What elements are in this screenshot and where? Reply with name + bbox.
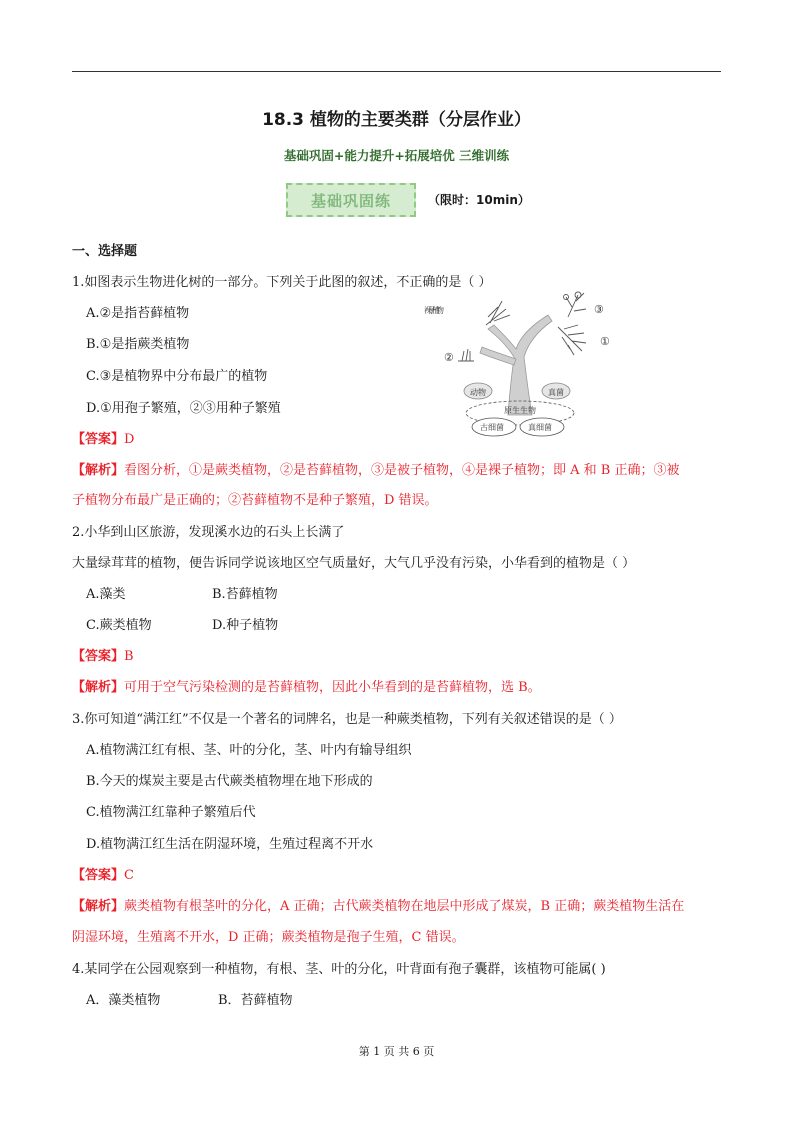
flowering-plant [564, 292, 587, 317]
page-title: 18.3 植物的主要类群（分层作业） [262, 110, 531, 130]
label-gymnosperm: 裸子植物 [424, 306, 444, 315]
label-circle-2: ② [444, 351, 454, 364]
q1-option-c: C.③是植物界中分布最广的植物 [86, 369, 268, 384]
q4-option-b: B．苔藓植物 [218, 993, 293, 1008]
q3-analysis-1: 【解析】蕨类植物有根茎叶的分化，A 正确；古代蕨类植物在地层中形成了煤炭，B 正确；蕨类植物生活在 [72, 899, 685, 914]
section-heading: 一、选择题 [72, 244, 138, 259]
q4-stem: 4.某同学在公园观察到一种植物，有根、茎、叶的分化，叶背面有孢子囊群，该植物可能属( ) [72, 962, 606, 977]
label-protists: 原生生物 [504, 406, 536, 415]
q2-stem-1: 2.小华到山区旅游，发现溪水边的石头上长满了 [72, 525, 345, 540]
q3-analysis-2: 阴湿环境，生殖离不开水，D 正确；蕨类植物是孢子生殖，C 错误。 [72, 930, 465, 945]
tree-trunk [480, 315, 552, 415]
page-subtitle: 基础巩固+能力提升+拓展培优 三维训练 [283, 148, 510, 163]
header-rule [72, 71, 721, 72]
evolution-tree-figure [424, 287, 628, 439]
q1-option-b: B.①是指蕨类植物 [86, 337, 190, 352]
q4-option-a: A．藻类植物 [86, 993, 161, 1008]
q3-answer: 【答案】C [72, 868, 134, 883]
q3-stem: 3.你可知道“满江红”不仅是一个著名的词牌名，也是一种蕨类植物，下列有关叙述错误的是（ ） [72, 712, 622, 727]
label-circle-3: ③ [594, 303, 604, 316]
q2-option-a: A.藻类 [86, 587, 126, 602]
time-limit: （限时：10min） [428, 193, 530, 207]
q2-stem-2: 大量绿茸茸的植物，便告诉同学说该地区空气质量好，大气几乎没有污染，小华看到的植物是（ ） [72, 556, 636, 571]
q2-answer: 【答案】B [72, 649, 134, 664]
gymnosperm-plant [486, 301, 510, 325]
page-footer: 第 1 页 共 6 页 [358, 1045, 435, 1058]
q2-option-d: D.种子植物 [212, 618, 279, 633]
q1-answer: 【答案】D [72, 432, 135, 447]
q3-option-a: A.植物满江红有根、茎、叶的分化，茎、叶内有输导组织 [86, 743, 412, 758]
q1-option-a: A.②是指苔藓植物 [86, 306, 190, 321]
q3-option-c: C.植物满江红靠种子繁殖后代 [86, 805, 256, 820]
q1-analysis-1: 【解析】看图分析，①是蕨类植物，②是苔藓植物，③是被子植物，④是裸子植物；即 A 和 B 正确；③被 [72, 463, 680, 478]
q2-option-c: C.蕨类植物 [86, 618, 152, 633]
moss-plant [458, 349, 474, 361]
label-archaea: 古细菌 [480, 423, 504, 432]
label-circle-1: ① [600, 335, 610, 348]
q2-option-b: B.苔藓植物 [212, 587, 278, 602]
q3-option-b: B.今天的煤炭主要是古代蕨类植物埋在地下形成的 [86, 774, 373, 789]
label-animals: 动物 [470, 388, 486, 397]
fern-plant [558, 325, 586, 355]
q1-stem: 1.如图表示生物进化树的一部分。下列关于此图的叙述，不正确的是（ ） [72, 275, 492, 290]
q3-option-d: D.植物满江红生活在阴湿环境，生殖过程离不开水 [86, 837, 374, 852]
section-badge: 基础巩固练 [286, 183, 416, 217]
q1-analysis-2: 子植物分布最广是正确的；②苔藓植物不是种子繁殖，D 错误。 [72, 493, 438, 508]
q1-option-d: D.①用孢子繁殖，②③用种子繁殖 [86, 401, 281, 416]
label-bacteria: 真细菌 [528, 423, 552, 432]
label-fungi: 真菌 [548, 388, 564, 397]
q2-analysis-1: 【解析】可用于空气污染检测的是苔藓植物，因此小华看到的是苔藓植物，选 B。 [72, 680, 541, 695]
